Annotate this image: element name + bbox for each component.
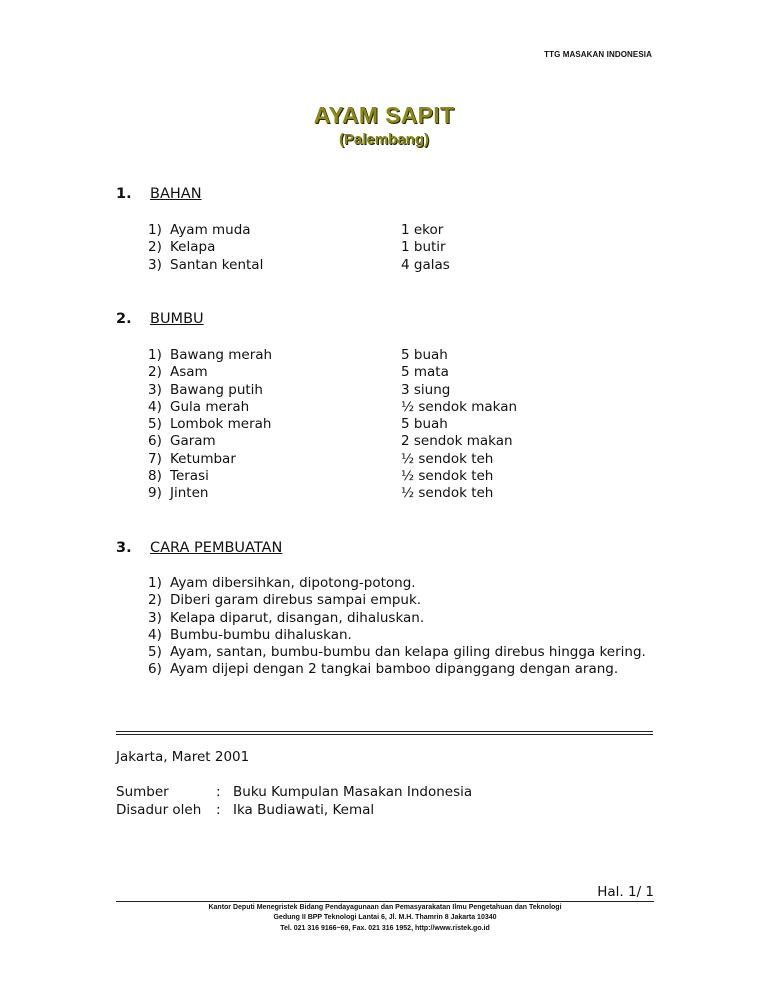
section-number: 2. — [116, 311, 132, 327]
header-label: TTG MASAKAN INDONESIA — [544, 50, 652, 59]
item-number: 3) — [148, 381, 162, 398]
list-item — [148, 468, 654, 485]
list-item — [148, 382, 654, 399]
item-quantity: ½ sendok teh — [401, 450, 494, 467]
list-item — [148, 451, 654, 468]
recipe-title: AYAM SAPIT — [313, 102, 455, 128]
step-item — [148, 592, 653, 609]
footer-line-3: Tel. 021 316 9166~69, Fax. 021 316 1952, http://www.ristek.go.id — [280, 925, 490, 932]
adapted-by-colon: : — [216, 802, 221, 818]
step-item — [148, 661, 653, 678]
step-number: 3) — [148, 609, 162, 626]
list-item — [148, 222, 654, 239]
bumbu-list — [148, 347, 654, 503]
item-number: 8) — [148, 468, 162, 485]
step-item — [148, 610, 653, 627]
item-name: Terasi — [170, 468, 209, 485]
step-item — [148, 627, 653, 644]
list-item — [148, 399, 654, 416]
item-number: 4) — [148, 398, 162, 415]
double-divider — [116, 731, 653, 735]
item-name: Jinten — [170, 485, 209, 502]
item-name: Bawang putih — [170, 381, 263, 398]
item-quantity: 3 siung — [401, 381, 451, 398]
item-number: 7) — [148, 450, 162, 467]
item-quantity: ½ sendok teh — [401, 485, 494, 502]
item-number: 1) — [148, 222, 162, 238]
section-title: BUMBU — [150, 311, 204, 327]
item-name: Kelapa — [170, 239, 216, 256]
bahan-list — [148, 222, 654, 274]
item-quantity: 1 butir — [401, 239, 446, 256]
step-item — [148, 644, 653, 661]
step-number: 6) — [148, 661, 162, 678]
adapted-by-label: Disadur oleh — [116, 802, 202, 818]
recipe-subtitle: (Palembang) — [338, 131, 429, 148]
list-item — [148, 257, 654, 274]
footer-line-1: Kantor Deputi Menegristek Bidang Pendayagunaan dan Pemasyarakatan Ilmu Pengetahuan dan Teknologi — [208, 904, 562, 911]
list-item — [148, 364, 654, 381]
step-text: Ayam dibersihkan, dipotong-potong. — [170, 575, 416, 591]
footer-divider — [116, 901, 654, 902]
item-name: Gula merah — [170, 398, 250, 415]
section-number: 3. — [116, 540, 132, 556]
step-text: Diberi garam direbus sampai empuk. — [170, 592, 422, 609]
place-date: Jakarta, Maret 2001 — [116, 749, 250, 765]
item-number: 6) — [148, 433, 162, 450]
section-title: BAHAN — [150, 186, 202, 202]
section-title: CARA PEMBUATAN — [150, 540, 283, 556]
item-name: Ayam muda — [170, 222, 251, 238]
item-quantity: ½ sendok teh — [401, 468, 494, 485]
item-number: 2) — [148, 364, 162, 381]
list-item — [148, 347, 654, 364]
item-name: Bawang merah — [170, 347, 273, 363]
item-number: 1) — [148, 347, 162, 363]
item-number: 3) — [148, 256, 162, 273]
item-quantity: 5 buah — [401, 416, 448, 433]
step-number: 1) — [148, 575, 162, 591]
source-value: Buku Kumpulan Masakan Indonesia — [233, 784, 473, 800]
item-quantity: 1 ekor — [401, 222, 444, 238]
item-name: Garam — [170, 433, 216, 450]
list-item — [148, 485, 654, 502]
item-quantity: 2 sendok makan — [401, 433, 513, 450]
list-item — [148, 416, 654, 433]
item-quantity: 4 galas — [401, 256, 450, 273]
item-quantity: 5 mata — [401, 364, 449, 381]
adapted-by-value: Ika Budiawati, Kemal — [233, 802, 375, 818]
step-text: Ayam, santan, bumbu-bumbu dan kelapa giling direbus hingga kering. — [170, 644, 646, 661]
item-number: 5) — [148, 416, 162, 433]
step-item — [148, 575, 653, 592]
step-number: 4) — [148, 626, 162, 643]
item-number: 9) — [148, 485, 162, 502]
list-item — [148, 433, 654, 450]
step-text: Kelapa diparut, disangan, dihaluskan. — [170, 609, 425, 626]
page-number: Hal. 1/ 1 — [597, 884, 654, 900]
cara-steps — [148, 575, 653, 679]
step-number: 2) — [148, 592, 162, 609]
list-item — [148, 239, 654, 256]
item-number: 2) — [148, 239, 162, 256]
source-label: Sumber — [116, 784, 169, 800]
item-name: Lombok merah — [170, 416, 272, 433]
step-text: Ayam dijepi dengan 2 tangkai bamboo dipanggang dengan arang. — [170, 661, 619, 678]
step-text: Bumbu-bumbu dihaluskan. — [170, 626, 352, 643]
step-number: 5) — [148, 644, 162, 661]
item-quantity: 5 buah — [401, 347, 448, 363]
section-number: 1. — [116, 186, 132, 202]
item-name: Asam — [170, 364, 208, 381]
footer-line-2: Gedung II BPP Teknologi Lantai 6, Jl. M.H. Thamrin 8 Jakarta 10340 — [273, 914, 497, 921]
item-name: Ketumbar — [170, 450, 236, 467]
item-name: Santan kental — [170, 256, 264, 273]
item-quantity: ½ sendok makan — [401, 398, 518, 415]
source-colon: : — [216, 784, 221, 800]
